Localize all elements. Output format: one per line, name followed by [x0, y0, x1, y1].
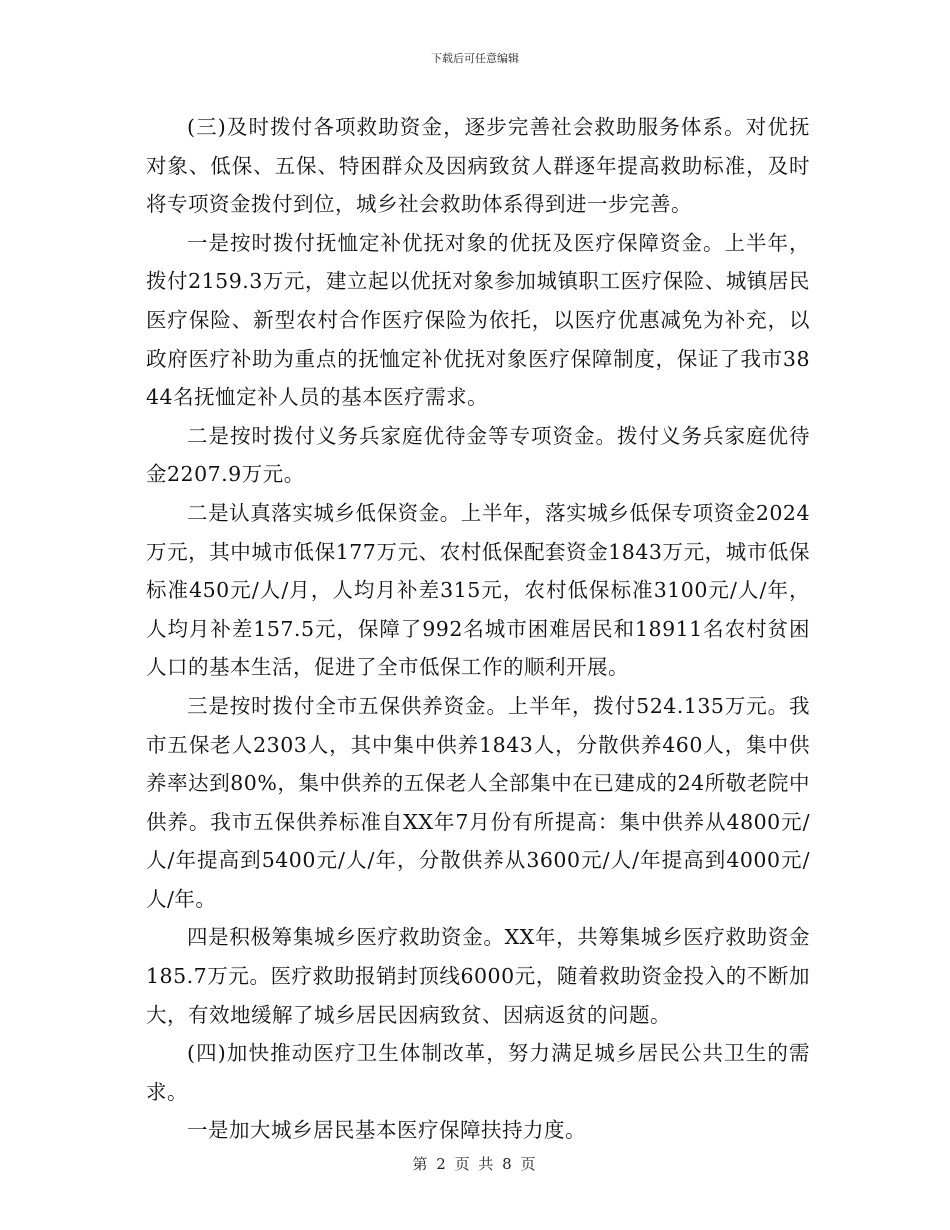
paragraph-five-guarantee-funds: 三是按时拨付全市五保供养资金。上半年，拨付524.135万元。我市五保老人2303人，其中集中供养1843人，分散供养460人，集中供养率达到80%，集中供养的五保老人全部集中在已建成的24所敬老院中供养。我市五保供养标准自XX年7月份有所提高：集中供养从4800元/人/年提高到5400元/人/年，分散供养从3600元/人/年提高到4000元/人/年。	[146, 693, 810, 911]
document-body	[146, 108, 810, 1150]
page-header-note: 下载后可任意编辑	[431, 52, 519, 65]
paragraph-3-relief-funds: (三)及时拨付各项救助资金，逐步完善社会救助服务体系。对优抚对象、低保、五保、特困群众及因病致贫人群逐年提高救助标准，及时将专项资金拨付到位，城乡社会救助体系得到进一步完善。	[146, 115, 810, 217]
paragraph-basic-medical-support: 一是加大城乡居民基本医疗保障扶持力度。	[187, 1118, 586, 1143]
paragraph-medical-relief-funds: 四是积极筹集城乡医疗救助资金。XX年，共筹集城乡医疗救助资金185.7万元。医疗救助报销封顶线6000元，随着救助资金投入的不断加大，有效地缓解了城乡居民因病致贫、因病返贫的问题。	[146, 925, 810, 1027]
paragraph-4-health-reform: (四)加快推动医疗卫生体制改革，努力满足城乡居民公共卫生的需求。	[146, 1041, 810, 1104]
paragraph-minimum-living-funds: 二是认真落实城乡低保资金。上半年，落实城乡低保专项资金2024万元，其中城市低保177万元、农村低保配套资金1843万元，城市低保标准450元/人/月，人均月补差315元，农村低保标准3100元/人/年，人均月补差157.5元，保障了992名城市困难居民和18911名农村贫困人口的基本生活，促进了全市低保工作的顺利开展。	[146, 500, 810, 680]
paragraph-soldier-family-funds: 二是按时拨付义务兵家庭优待金等专项资金。拨付义务兵家庭优待金2207.9万元。	[146, 423, 810, 487]
paragraph-pension-medical-funds: 一是按时拨付抚恤定补优抚对象的优抚及医疗保障资金。上半年，拨付2159.3万元，建立起以优抚对象参加城镇职工医疗保险、城镇居民医疗保险、新型农村合作医疗保险为依托，以医疗优惠减免为补充，以政府医疗补助为重点的抚恤定补优抚对象医疗保障制度，保证了我市3844名抚恤定补人员的基本医疗需求。	[146, 230, 810, 410]
page-number: 第 2 页 共 8 页	[412, 1155, 538, 1173]
